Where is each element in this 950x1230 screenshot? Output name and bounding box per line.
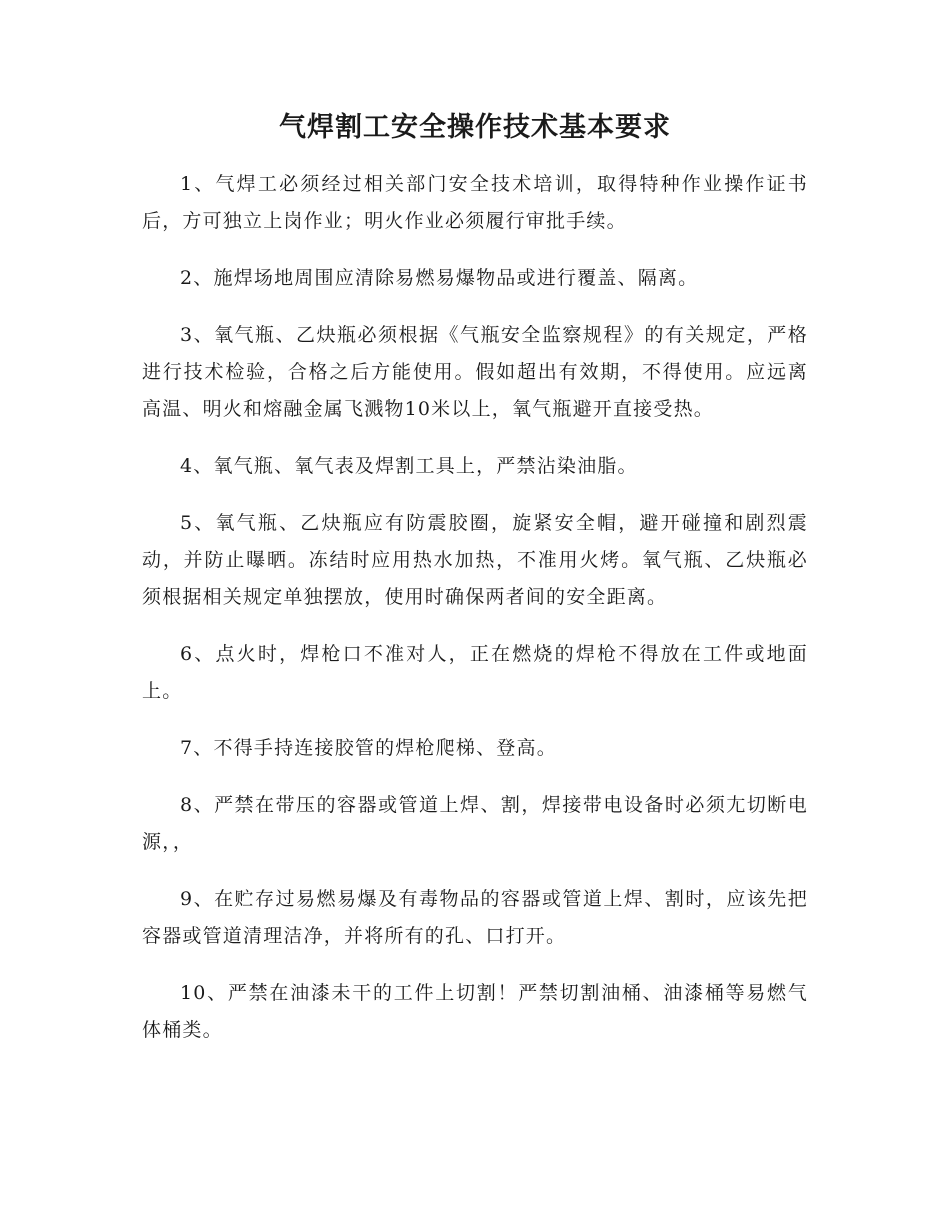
paragraph-7: 7、不得手持连接胶管的焊枪爬梯、登高。 [180, 737, 557, 759]
document-page [142, 108, 808, 1069]
paragraph-5: 5、氧气瓶、乙炔瓶应有防震胶圈，旋紧安全帽，避开碰撞和剧烈震动，并防止曝晒。冻结时应用热水加热，不准用火烤。氧气瓶、乙炔瓶必须根据相关规定单独摆放，使用时确保两者间的安全距离。 [142, 512, 808, 608]
paragraph-1: 1、气焊工必须经过相关部门安全技术培训，取得特种作业操作证书后，方可独立上岗作业；明火作业必须履行审批手续。 [142, 173, 808, 232]
document-title: 气焊割工安全操作技术基本要求 [279, 112, 671, 143]
paragraph-10: 10、严禁在油漆未干的工件上切割！严禁切割油桶、油漆桶等易燃气体桶类。 [142, 982, 808, 1041]
paragraph-2: 2、施焊场地周围应清除易燃易爆物品或进行覆盖、隔离。 [180, 267, 699, 289]
paragraph-6: 6、点火时，焊枪口不准对人，正在燃烧的焊枪不得放在工件或地面上。 [142, 643, 808, 702]
paragraph-8: 8、严禁在带压的容器或管道上焊、割，焊接带电设备时必须尢切断电源，， [142, 794, 808, 853]
paragraph-4: 4、氧气瓶、氧气表及焊割工具上，严禁沾染油脂。 [180, 455, 638, 477]
paragraph-3: 3、氧气瓶、乙炔瓶必须根据《气瓶安全监察规程》的有关规定，严格进行技术检验，合格之后方能使用。假如超出有效期，不得使用。应远离高温、明火和熔融金属飞溅物10米以上，氧气瓶避开直接受热。 [142, 324, 808, 420]
paragraph-9: 9、在贮存过易燃易爆及有毒物品的容器或管道上焊、割时，应该先把容器或管道清理洁净，并将所有的孔、口打开。 [142, 888, 808, 947]
